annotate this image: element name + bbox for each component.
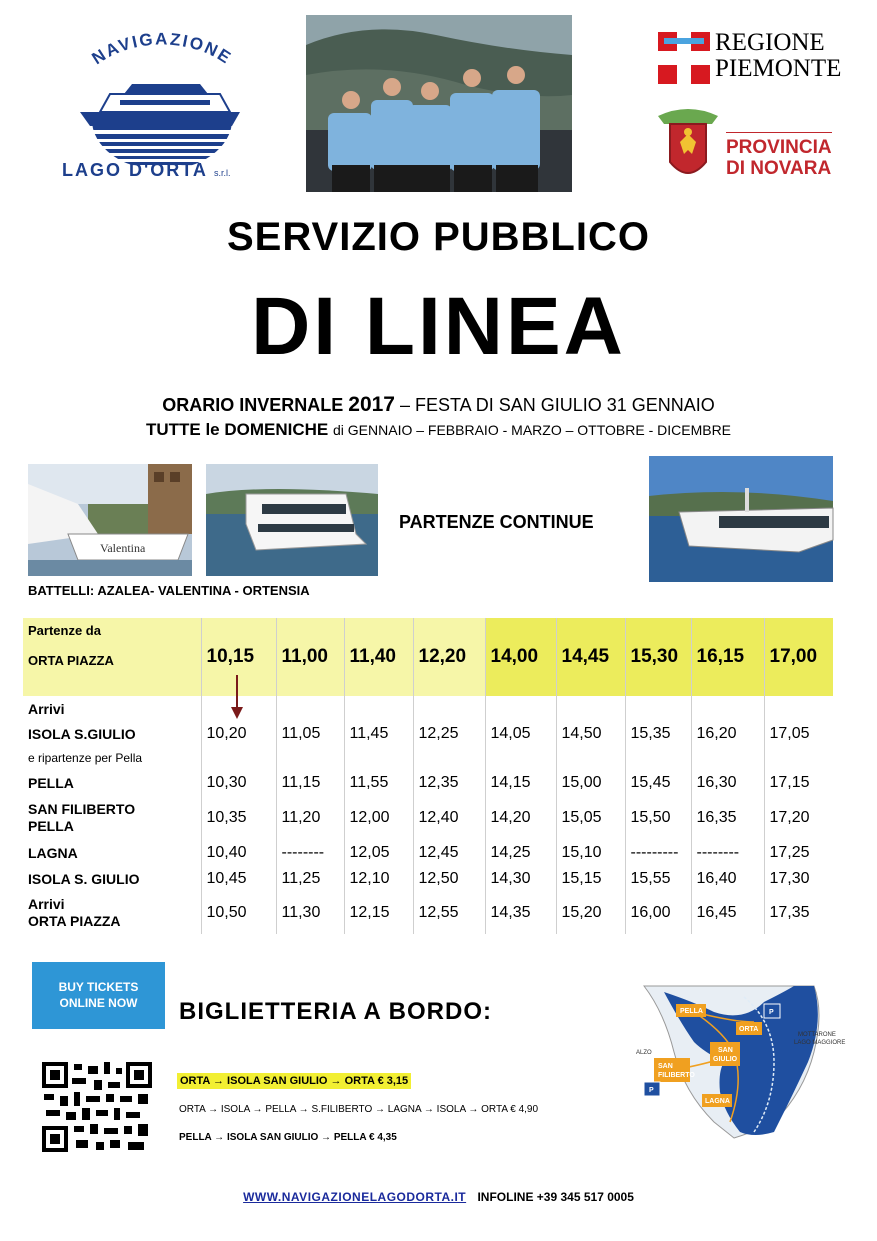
website-link[interactable]: WWW.NAVIGAZIONELAGODORTA.IT <box>243 1190 467 1204</box>
biglietteria-heading: BIGLIETTERIA A BORDO: <box>179 998 492 1025</box>
regione-piemonte-name: REGIONE PIEMONTE <box>715 29 842 82</box>
arrival-time: 11,05 <box>276 722 344 746</box>
arrival-time: 17,30 <box>764 866 833 892</box>
arrival-time: 17,05 <box>764 722 833 746</box>
arrival-time: 12,10 <box>344 866 413 892</box>
departure-time: 10,15 <box>201 618 276 696</box>
map-label-orta: ORTA <box>739 1026 759 1033</box>
map-label-lago-maggiore: LAGO MAGGIORE <box>794 1040 846 1046</box>
title-di-linea: DI LINEA <box>251 281 626 372</box>
arrival-time: 14,20 <box>485 796 556 840</box>
map-label-san-filiberto: SAN <box>658 1063 673 1070</box>
arrival-time: 15,35 <box>625 722 691 746</box>
arrival-time: 15,55 <box>625 866 691 892</box>
arrivi-label: Arrivi <box>28 700 65 717</box>
map-label-pella: PELLA <box>680 1008 703 1015</box>
stop-label: Arrivi ORTA PIAZZA <box>28 896 121 929</box>
arrival-time: 12,05 <box>344 840 413 866</box>
arrival-time: 17,25 <box>764 840 833 866</box>
fare-pella-isola: PELLA → ISOLA SAN GIULIO → PELLA € 4,35 <box>179 1132 397 1143</box>
arrival-time: 11,20 <box>276 796 344 840</box>
arrival-time: 10,35 <box>201 796 276 840</box>
arrival-time: 10,30 <box>201 770 276 796</box>
map-label-alzo: ALZO <box>636 1050 652 1056</box>
route-map <box>624 982 846 1142</box>
arrival-time: 15,05 <box>556 796 625 840</box>
departure-header-label: Partenze da ORTA PIAZZA <box>23 618 201 696</box>
arrival-time: 15,15 <box>556 866 625 892</box>
subtitle-domeniche: TUTTE le DOMENICHE di GENNAIO – FEBBRAIO - MARZO – OTTOBRE - DICEMBRE <box>145 420 732 439</box>
regione-piemonte-flag-icon <box>658 32 710 84</box>
arrival-time: 14,50 <box>556 722 625 746</box>
departure-header-row <box>23 618 833 696</box>
timetable <box>23 618 833 934</box>
table-row <box>23 722 833 746</box>
crew-photo <box>306 15 572 192</box>
fare-orta-isola: ORTA → ISOLA SAN GIULIO → ORTA € 3,15 <box>177 1073 411 1089</box>
table-row <box>23 796 833 840</box>
stop-label: ISOLA S.GIULIO <box>28 725 136 742</box>
arrival-time: 16,45 <box>691 892 764 934</box>
map-label-san-filiberto-2: FILIBERTO <box>658 1072 695 1079</box>
partenze-continue-label: PARTENZE CONTINUE <box>399 512 594 532</box>
map-label-mottarone: MOTTARONE <box>798 1032 836 1038</box>
arrival-time: --------- <box>625 840 691 866</box>
parking-icon: P <box>769 1009 774 1016</box>
arrival-time: 11,15 <box>276 770 344 796</box>
map-label-san-giulio-2: GIULIO <box>713 1056 738 1063</box>
departure-time: 15,30 <box>625 618 691 696</box>
arrival-time: 12,40 <box>413 796 485 840</box>
departure-time: 16,15 <box>691 618 764 696</box>
arrival-time: 12,45 <box>413 840 485 866</box>
infoline-text: INFOLINE +39 345 517 0005 <box>477 1190 634 1204</box>
stop-label: SAN FILIBERTO PELLA <box>28 801 136 834</box>
parking-icon-2: P <box>649 1087 654 1094</box>
arrival-time: 16,20 <box>691 722 764 746</box>
arrival-time: 15,45 <box>625 770 691 796</box>
table-row <box>23 840 833 866</box>
map-label-san-giulio: SAN <box>718 1047 733 1054</box>
arrival-time: 16,40 <box>691 866 764 892</box>
map-label-lagna: LAGNA <box>705 1098 730 1105</box>
arrival-time: 15,20 <box>556 892 625 934</box>
svg-text:NAVIGAZIONE <box>89 29 236 68</box>
arrival-time: 14,30 <box>485 866 556 892</box>
arrival-time: 10,40 <box>201 840 276 866</box>
arrival-time: 14,25 <box>485 840 556 866</box>
table-row <box>23 770 833 796</box>
qr-code-icon[interactable] <box>42 1062 152 1152</box>
arrival-time: 12,50 <box>413 866 485 892</box>
arrival-time: 12,00 <box>344 796 413 840</box>
departure-time: 11,00 <box>276 618 344 696</box>
stop-label: PELLA <box>28 774 74 791</box>
arrival-time: 11,30 <box>276 892 344 934</box>
arrow-down-icon <box>231 675 243 719</box>
arrivi-label-row <box>23 696 833 722</box>
arrival-time: 17,20 <box>764 796 833 840</box>
arrival-time: 11,45 <box>344 722 413 746</box>
arrival-time: 14,15 <box>485 770 556 796</box>
ferry-photo <box>206 464 378 576</box>
arrival-time: 12,15 <box>344 892 413 934</box>
battelli-label: BATTELLI: AZALEA- VALENTINA - ORTENSIA <box>28 583 310 598</box>
logo-arc-text: NAVIGAZIONE <box>88 29 236 69</box>
boat-name-label: Valentina <box>100 541 146 555</box>
footer <box>0 1190 877 1204</box>
boat-azalea-photo <box>649 456 833 582</box>
departure-time: 14,45 <box>556 618 625 696</box>
departure-time: 14,00 <box>485 618 556 696</box>
table-row <box>23 866 833 892</box>
arrival-time: 15,50 <box>625 796 691 840</box>
arrival-time: 11,55 <box>344 770 413 796</box>
fare-full-circuit: ORTA → ISOLA → PELLA → S.FILIBERTO → LAGNA → ISOLA → ORTA € 4,90 <box>179 1104 539 1115</box>
ripartenze-label: e ripartenze per Pella <box>28 751 143 765</box>
title-servizio-pubblico: SERVIZIO PUBBLICO <box>227 215 650 259</box>
boat-valentina-photo <box>28 464 192 576</box>
arrival-time: 15,00 <box>556 770 625 796</box>
arrival-time: 14,05 <box>485 722 556 746</box>
arrival-time: 12,55 <box>413 892 485 934</box>
departure-time: 12,20 <box>413 618 485 696</box>
arrival-time: 17,15 <box>764 770 833 796</box>
departure-time: 17,00 <box>764 618 833 696</box>
arrival-time: 10,20 <box>201 722 276 746</box>
arrival-time: -------- <box>691 840 764 866</box>
arrival-time: 12,35 <box>413 770 485 796</box>
provincia-novara-name: PROVINCIA DI NOVARA <box>726 132 832 179</box>
arrival-time: 12,25 <box>413 722 485 746</box>
arrival-time: 16,00 <box>625 892 691 934</box>
logo-company-name: LAGO D'ORTA s.r.l. <box>62 160 231 180</box>
departure-time: 11,40 <box>344 618 413 696</box>
arrival-time: 15,10 <box>556 840 625 866</box>
arrival-time: 16,35 <box>691 796 764 840</box>
stop-label: ISOLA S. GIULIO <box>28 870 140 887</box>
arrival-time: 17,35 <box>764 892 833 934</box>
arrival-time: -------- <box>276 840 344 866</box>
arrival-time: 14,35 <box>485 892 556 934</box>
arrival-time: 16,30 <box>691 770 764 796</box>
provincia-novara-crest-icon <box>652 106 724 188</box>
arrival-time: 10,50 <box>201 892 276 934</box>
arrival-time: 10,45 <box>201 866 276 892</box>
arrival-time: 11,25 <box>276 866 344 892</box>
buy-tickets-button[interactable]: BUY TICKETS ONLINE NOW <box>32 962 165 1029</box>
subtitle-orario: ORARIO INVERNALE 2017 – FESTA DI SAN GIULIO 31 GENNAIO <box>162 393 715 416</box>
stop-label: LAGNA <box>28 844 78 861</box>
table-row <box>23 892 833 934</box>
ripartenze-label-row <box>23 746 833 770</box>
